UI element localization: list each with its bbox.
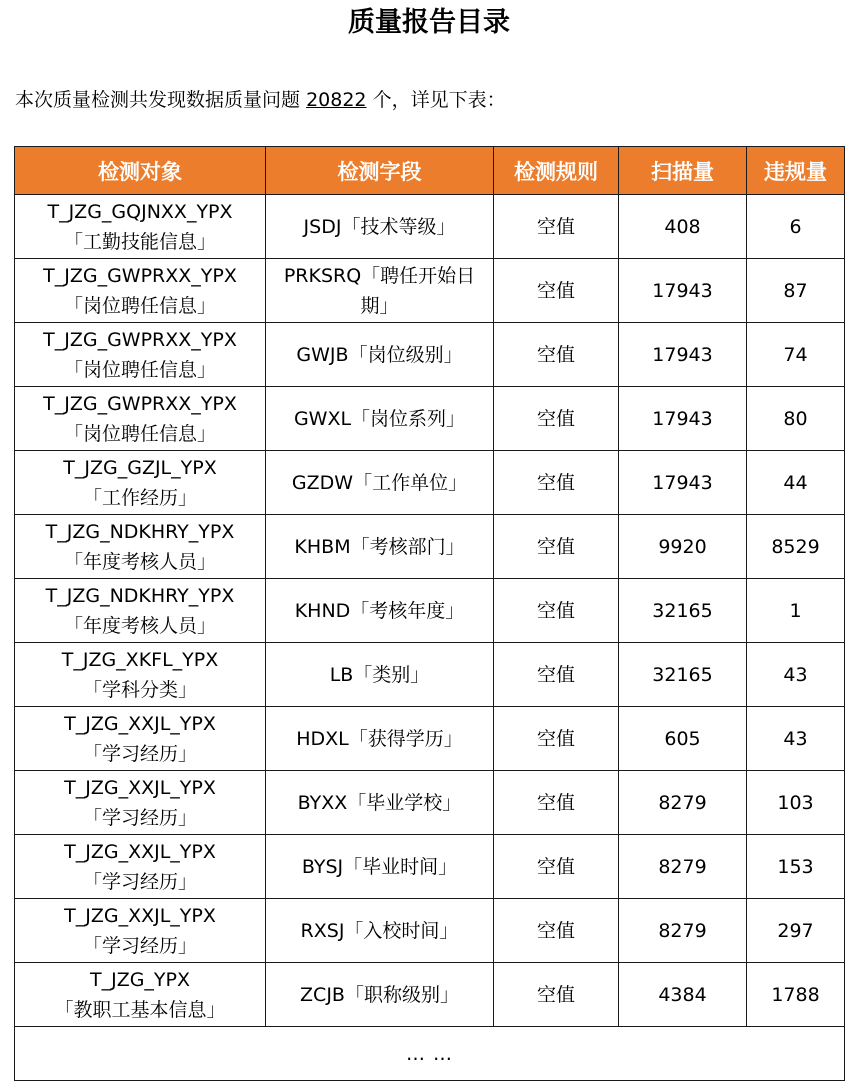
- header-field: 检测字段: [266, 147, 494, 195]
- cell-rule: 空值: [494, 771, 619, 835]
- table-row: [15, 643, 845, 707]
- cell-object: [15, 835, 266, 899]
- cell-object: [15, 323, 266, 387]
- table-row: [15, 899, 845, 963]
- table-header-row: [15, 147, 845, 195]
- cell-field: RXSJ「入校时间」: [266, 899, 494, 963]
- cell-violations: 44: [747, 451, 845, 515]
- cell-field: ZCJB「职称级别」: [266, 963, 494, 1027]
- object-code: T_JZG_GWPRXX_YPX: [43, 328, 237, 351]
- object-name: 「工勤技能信息」: [63, 230, 216, 253]
- header-object: 检测对象: [15, 147, 266, 195]
- cell-violations: 103: [747, 771, 845, 835]
- cell-field: GWJB「岗位级别」: [266, 323, 494, 387]
- cell-rule: 空值: [494, 195, 619, 259]
- cell-field: GZDW「工作单位」: [266, 451, 494, 515]
- cell-scanned: 8279: [619, 899, 747, 963]
- cell-scanned: 32165: [619, 643, 747, 707]
- header-violations: 违规量: [747, 147, 845, 195]
- cell-scanned: 17943: [619, 451, 747, 515]
- cell-rule: 空值: [494, 963, 619, 1027]
- cell-scanned: 17943: [619, 323, 747, 387]
- cell-rule: 空值: [494, 259, 619, 323]
- table-row: [15, 771, 845, 835]
- cell-object: [15, 259, 266, 323]
- object-name: 「教职工基本信息」: [54, 998, 226, 1021]
- ellipsis-row: [15, 1027, 845, 1081]
- cell-rule: 空值: [494, 579, 619, 643]
- cell-violations: 80: [747, 387, 845, 451]
- table-row: [15, 515, 845, 579]
- table-row: [15, 195, 845, 259]
- cell-scanned: 605: [619, 707, 747, 771]
- cell-field: HDXL「获得学历」: [266, 707, 494, 771]
- object-name: 「年度考核人员」: [63, 550, 216, 573]
- cell-violations: 1: [747, 579, 845, 643]
- cell-violations: 43: [747, 643, 845, 707]
- object-code: T_JZG_YPX: [89, 968, 191, 991]
- cell-field: BYXX「毕业学校」: [266, 771, 494, 835]
- object-name: 「岗位聘任信息」: [63, 422, 216, 445]
- table-row: [15, 387, 845, 451]
- cell-object: [15, 899, 266, 963]
- object-code: T_JZG_XXJL_YPX: [64, 712, 216, 735]
- issue-count: 20822: [306, 89, 367, 111]
- cell-field: JSDJ「技术等级」: [266, 195, 494, 259]
- summary-prefix: 本次质量检测共发现数据质量问题: [15, 89, 301, 111]
- cell-scanned: 8279: [619, 835, 747, 899]
- cell-field: BYSJ「毕业时间」: [266, 835, 494, 899]
- cell-scanned: 9920: [619, 515, 747, 579]
- summary-text: [15, 86, 506, 114]
- cell-field: LB「类别」: [266, 643, 494, 707]
- cell-object: [15, 451, 266, 515]
- page-title: 质量报告目录: [348, 7, 510, 38]
- cell-scanned: 408: [619, 195, 747, 259]
- cell-violations: 74: [747, 323, 845, 387]
- summary-suffix: 个，详见下表：: [372, 89, 506, 111]
- cell-scanned: 4384: [619, 963, 747, 1027]
- header-rule: 检测规则: [494, 147, 619, 195]
- cell-object: [15, 771, 266, 835]
- object-code: T_JZG_XXJL_YPX: [64, 776, 216, 799]
- cell-rule: 空值: [494, 835, 619, 899]
- object-code: T_JZG_XXJL_YPX: [64, 840, 216, 863]
- object-name: 「学习经历」: [82, 742, 197, 765]
- cell-field: KHND「考核年度」: [266, 579, 494, 643]
- cell-rule: 空值: [494, 643, 619, 707]
- header-scanned: 扫描量: [619, 147, 747, 195]
- cell-object: [15, 195, 266, 259]
- cell-object: [15, 387, 266, 451]
- cell-violations: 153: [747, 835, 845, 899]
- cell-violations: 87: [747, 259, 845, 323]
- cell-scanned: 17943: [619, 259, 747, 323]
- object-code: T_JZG_NDKHRY_YPX: [45, 584, 235, 607]
- object-name: 「岗位聘任信息」: [63, 294, 216, 317]
- object-code: T_JZG_XXJL_YPX: [64, 904, 216, 927]
- cell-object: [15, 643, 266, 707]
- cell-rule: 空值: [494, 515, 619, 579]
- object-name: 「学习经历」: [82, 934, 197, 957]
- object-code: T_JZG_NDKHRY_YPX: [45, 520, 235, 543]
- cell-rule: 空值: [494, 451, 619, 515]
- quality-report-table: [14, 146, 845, 1081]
- cell-violations: 1788: [747, 963, 845, 1027]
- cell-object: [15, 963, 266, 1027]
- table-row: [15, 835, 845, 899]
- table-row: [15, 259, 845, 323]
- cell-object: [15, 579, 266, 643]
- object-code: T_JZG_GQJNXX_YPX: [47, 200, 233, 223]
- object-code: T_JZG_XKFL_YPX: [61, 648, 219, 671]
- cell-scanned: 32165: [619, 579, 747, 643]
- cell-violations: 43: [747, 707, 845, 771]
- object-name: 「学习经历」: [82, 870, 197, 893]
- cell-scanned: 8279: [619, 771, 747, 835]
- cell-field: PRKSRQ「聘任开始日期」: [266, 259, 494, 323]
- cell-scanned: 17943: [619, 387, 747, 451]
- object-code: T_JZG_GZJL_YPX: [63, 456, 217, 479]
- table-row: [15, 963, 845, 1027]
- cell-object: [15, 707, 266, 771]
- cell-rule: 空值: [494, 707, 619, 771]
- cell-field: KHBM「考核部门」: [266, 515, 494, 579]
- object-name: 「学科分类」: [82, 678, 197, 701]
- cell-field: GWXL「岗位系列」: [266, 387, 494, 451]
- object-code: T_JZG_GWPRXX_YPX: [43, 392, 237, 415]
- table-row: [15, 579, 845, 643]
- cell-rule: 空值: [494, 899, 619, 963]
- table-row: [15, 451, 845, 515]
- more-rows-ellipsis: … …: [15, 1027, 845, 1081]
- object-name: 「岗位聘任信息」: [63, 358, 216, 381]
- table-row: [15, 323, 845, 387]
- cell-violations: 297: [747, 899, 845, 963]
- cell-rule: 空值: [494, 323, 619, 387]
- cell-violations: 8529: [747, 515, 845, 579]
- object-code: T_JZG_GWPRXX_YPX: [43, 264, 237, 287]
- table-row: [15, 707, 845, 771]
- cell-violations: 6: [747, 195, 845, 259]
- object-name: 「工作经历」: [82, 486, 197, 509]
- cell-rule: 空值: [494, 387, 619, 451]
- object-name: 「学习经历」: [82, 806, 197, 829]
- object-name: 「年度考核人员」: [63, 614, 216, 637]
- cell-object: [15, 515, 266, 579]
